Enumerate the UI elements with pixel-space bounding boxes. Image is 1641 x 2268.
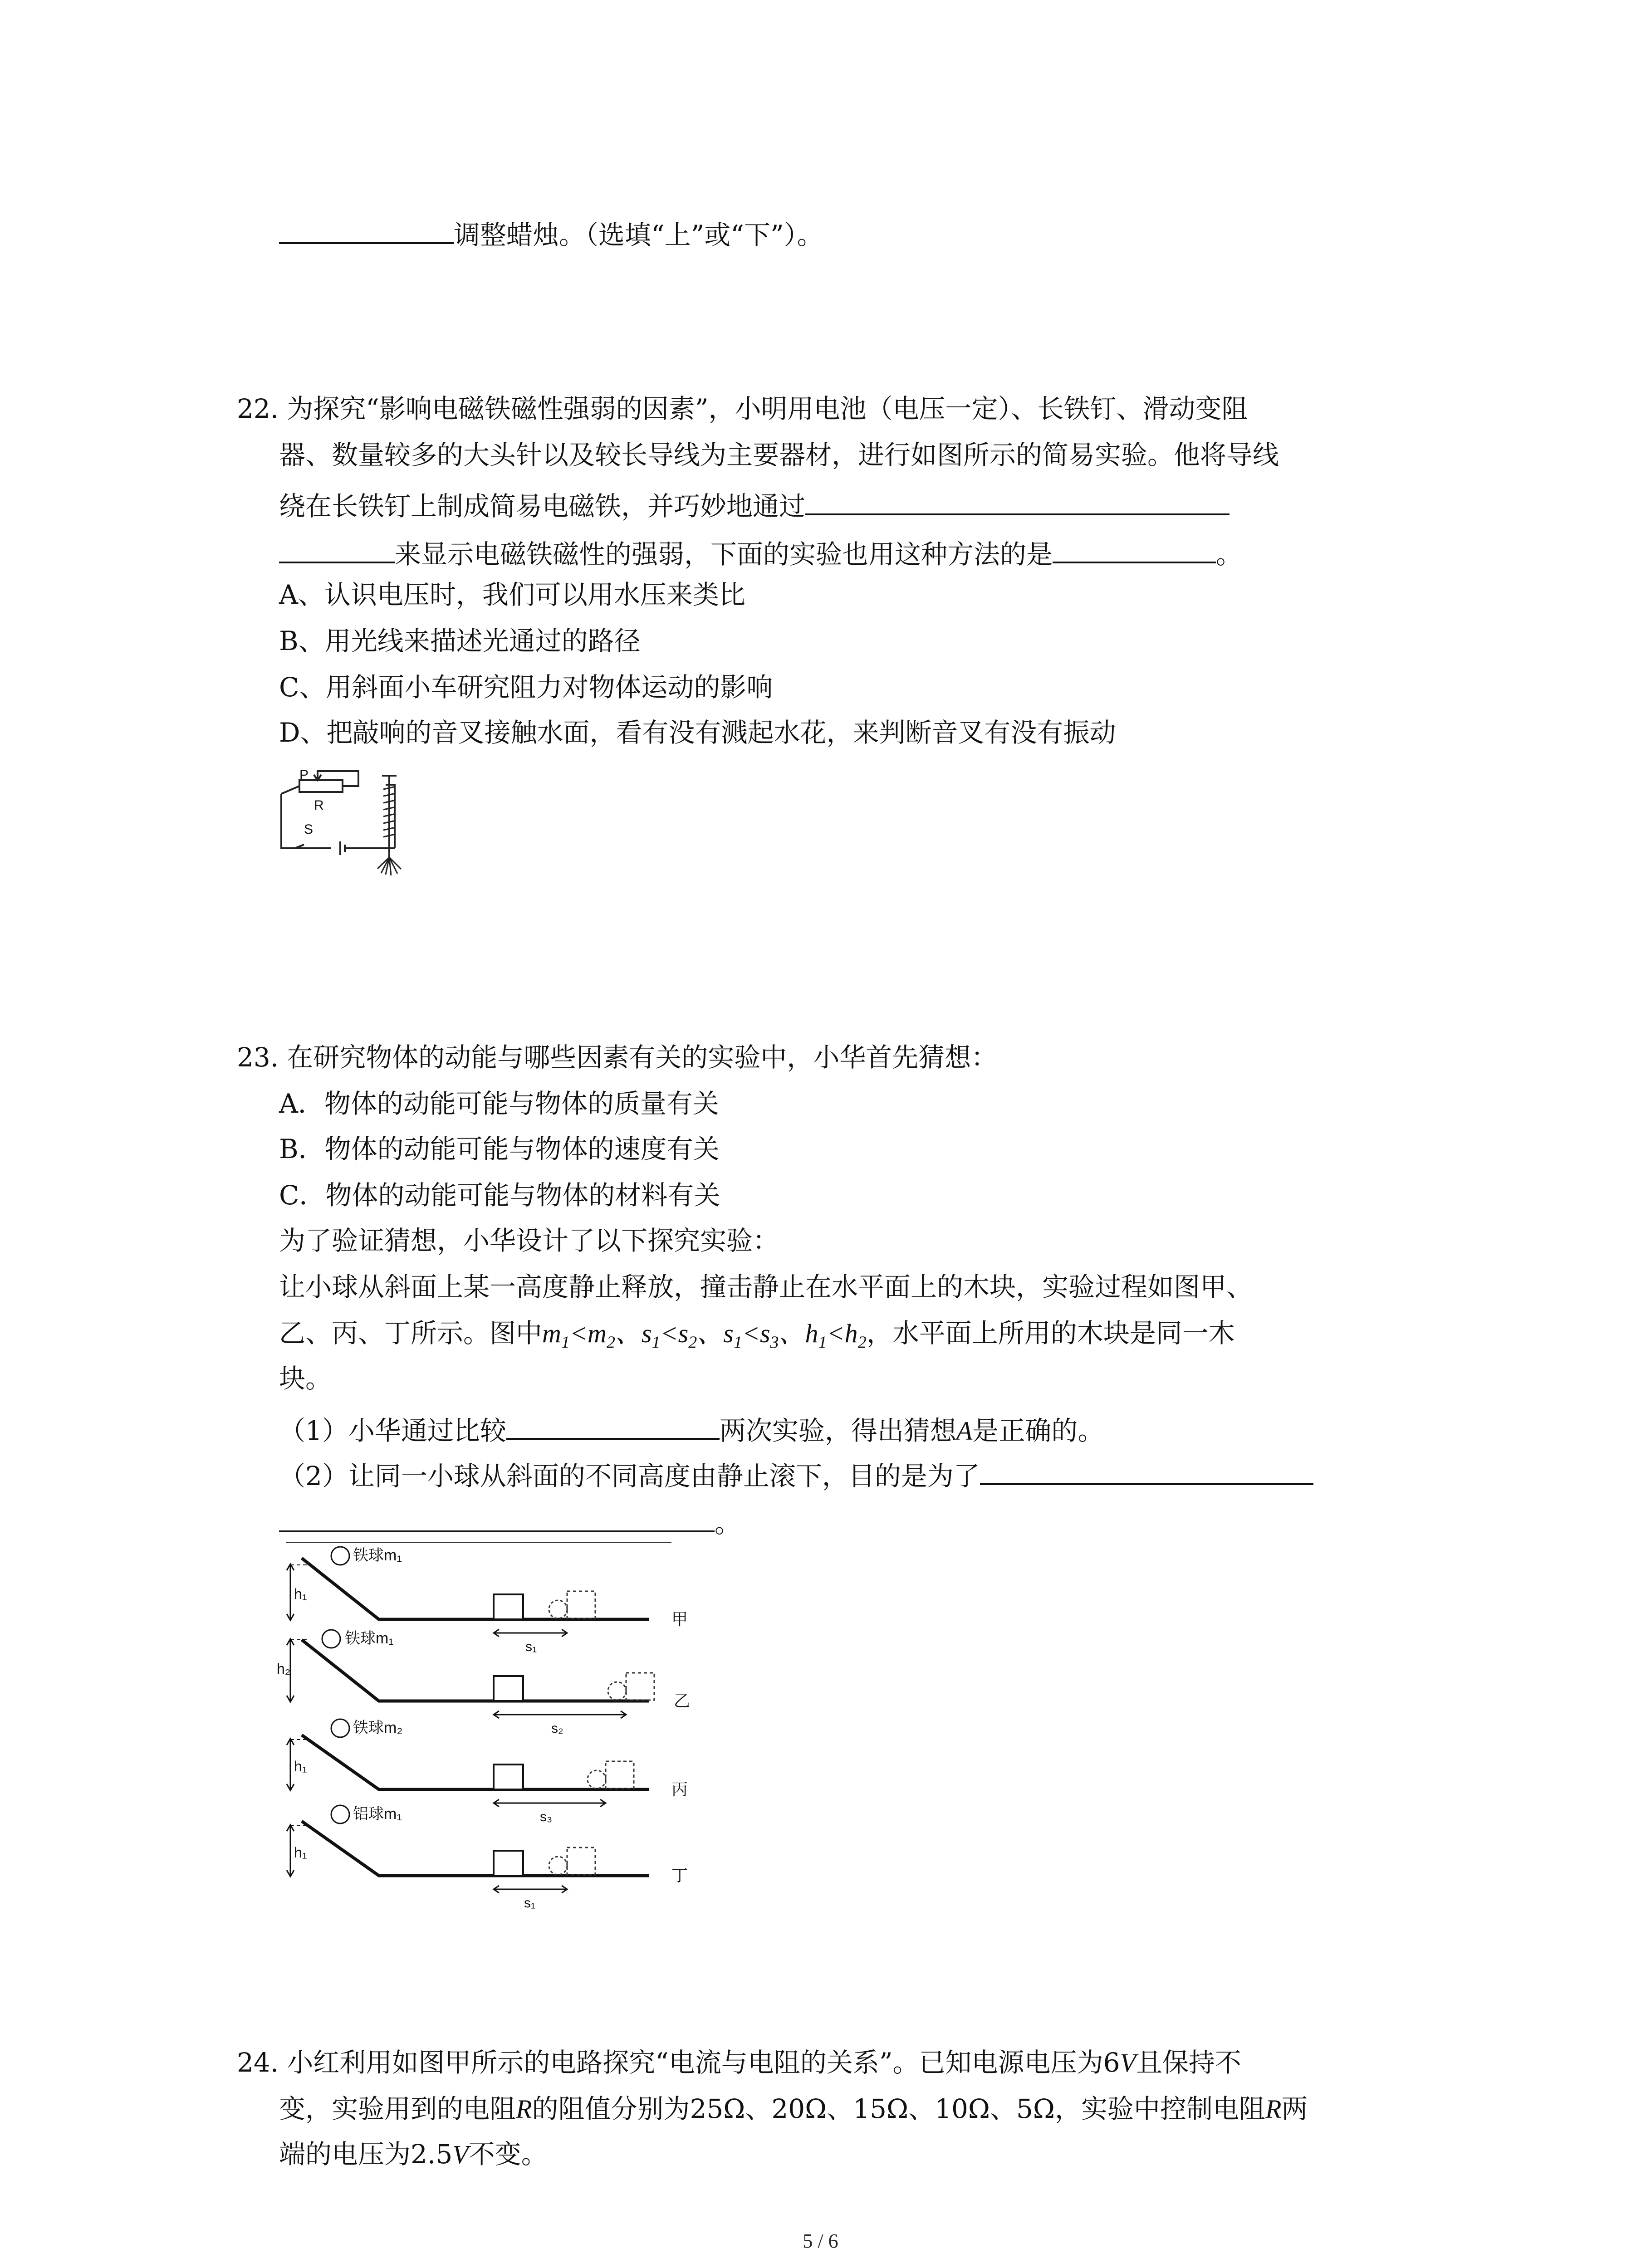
q22-text-3: 绕在长铁钉上制成简易电磁铁，并巧妙地通过 [279,491,806,522]
q24-text-2e: 两 [1281,2093,1308,2124]
q23-guess-a: A．物体的动能可能与物体的质量有关 [279,1088,719,1119]
voltage-unit: V [452,2140,469,2169]
q23-text-7b: ，水平面上所用的木块是同一木 [866,1318,1235,1349]
question-number: 23. [237,1042,279,1073]
q23-inequalities: $m_1<m_2$、$s_1<s_2$、$s_1<s_3$、$h_1<h_2$ [542,1319,867,1352]
distance-label: s₂ [551,1721,563,1736]
q23-line-8: 块。 [279,1363,332,1394]
distance-label: s₁ [525,1639,537,1654]
distance-label: s₃ [540,1809,553,1824]
q23-guess-b: B．物体的动能可能与物体的速度有关 [279,1134,720,1164]
experiment-tag: 丙 [671,1780,688,1799]
q24-text-1d: 且保持不 [1136,2047,1241,2078]
q23-sub2-text: （2）让同一小球从斜面的不同高度由静止滚下，目的是为了 [279,1461,980,1491]
q23-sub1-guess: A [956,1416,973,1446]
q24-text-2a: 变，实验用到的电阻 [279,2093,516,2124]
q23-text-1: 在研究物体的动能与哪些因素有关的实验中，小华首先猜想： [287,1042,998,1073]
q23-guess-c: C．物体的动能可能与物体的材料有关 [279,1180,720,1211]
height-label: h₁ [294,1758,307,1774]
resistor-label: R [314,798,324,813]
resistor-symbol: R [1265,2094,1282,2124]
answer-blank[interactable] [1053,536,1216,563]
q24-text-2c: 的阻值分别为25Ω、20Ω、15Ω、10Ω、5Ω，实验中控制电阻 [532,2093,1266,2124]
q23-sub-2 [279,1458,1313,1489]
q22-line-1 [237,393,1248,424]
rheostat-slider-label: P [299,767,309,782]
q24-line-2 [279,2093,1308,2124]
height-label: h₁ [294,1844,307,1861]
q24-line-1 [237,2049,1241,2076]
q23-experiment-figure [277,1542,712,1914]
height-label: h₁ [294,1586,307,1602]
resistor-symbol: R [516,2094,532,2124]
q23-text-7a: 乙、丙、丁所示。图中 [279,1318,543,1349]
q23-sub-1 [279,1413,1104,1444]
answer-blank[interactable] [980,1458,1313,1485]
experiment-tag: 乙 [674,1691,691,1710]
height-label: h₂ [277,1661,291,1677]
q22-option-a: A、认识电压时，我们可以用水压来类比 [279,579,745,610]
ball-label: 铁球m₂ [353,1719,403,1736]
ball-label: 铁球m₁ [353,1547,402,1564]
q23-sub1-text-b: 两次实验，得出猜想 [719,1415,956,1446]
q24-text-3c: 不变。 [468,2139,548,2170]
q23-line-7 [279,1320,1235,1351]
q22-circuit-figure [272,767,426,880]
q22-line-4 [279,536,1243,570]
ball-label: 铁球m₁ [345,1630,394,1647]
distance-label: s₁ [524,1896,536,1911]
q24-text-3a: 端的电压为2.5 [279,2139,453,2170]
q24-line-3 [279,2141,548,2168]
switch-label: S [304,822,314,837]
q23-line-5: 为了验证猜想，小华设计了以下探究实验： [279,1225,779,1256]
q22-line-2: 器、数量较多的大头针以及较长导线为主要器材，进行如图所示的简易实验。他将导线 [279,440,1279,470]
voltage-unit: V [1120,2048,1136,2077]
page-number: 5 / 6 [803,2230,838,2252]
q21-tail-text: 调整蜡烛。（选填“上”或“下”）。 [454,220,823,250]
answer-blank[interactable] [506,1413,720,1440]
q22-text-4-end: 。 [1216,539,1243,570]
q21-tail-line [279,217,823,248]
experiment-tag: 甲 [671,1610,688,1628]
q22-text-1: 为探究“影响电磁铁磁性强弱的因素”，小明用电池（电压一定）、长铁钉、滑动变阻 [287,393,1248,424]
q24-text-1a: 小红利用如图甲所示的电路探究“电流与电阻的关系”。已知电源电压为 [287,2047,1103,2078]
answer-blank[interactable] [805,488,1230,515]
q22-line-3 [279,488,1230,522]
q22-option-d: D、把敲响的音叉接触水面，看有没有溅起水花，来判断音叉有没有振动 [279,717,1116,748]
q23-sub2-end: 。 [715,1508,741,1539]
experiment-tag: 丁 [671,1866,688,1885]
ball-label: 铝球m₁ [353,1805,402,1823]
q23-sub1-text-a: （1）小华通过比较 [279,1415,506,1446]
q23-line-1 [237,1042,998,1073]
q22-text-4: 来显示电磁铁磁性的强弱，下面的实验也用这种方法的是 [395,539,1053,570]
question-number: 24. [237,2047,279,2078]
voltage-value: 6 [1103,2047,1120,2078]
answer-blank[interactable] [279,536,395,563]
q22-option-c: C、用斜面小车研究阻力对物体运动的影响 [279,672,773,703]
q23-line-6: 让小球从斜面上某一高度静止释放，撞击静止在水平面上的木块，实验过程如图甲、 [279,1271,1253,1302]
answer-blank[interactable] [279,1505,715,1532]
question-number: 22. [237,393,279,424]
experiment-row-ding [287,1805,688,1911]
answer-blank[interactable] [279,217,454,244]
q23-sub1-text-d: 是正确的。 [972,1415,1104,1446]
q22-option-b: B、用光线来描述光通过的路径 [279,626,641,656]
q23-sub-2-cont [279,1505,741,1539]
